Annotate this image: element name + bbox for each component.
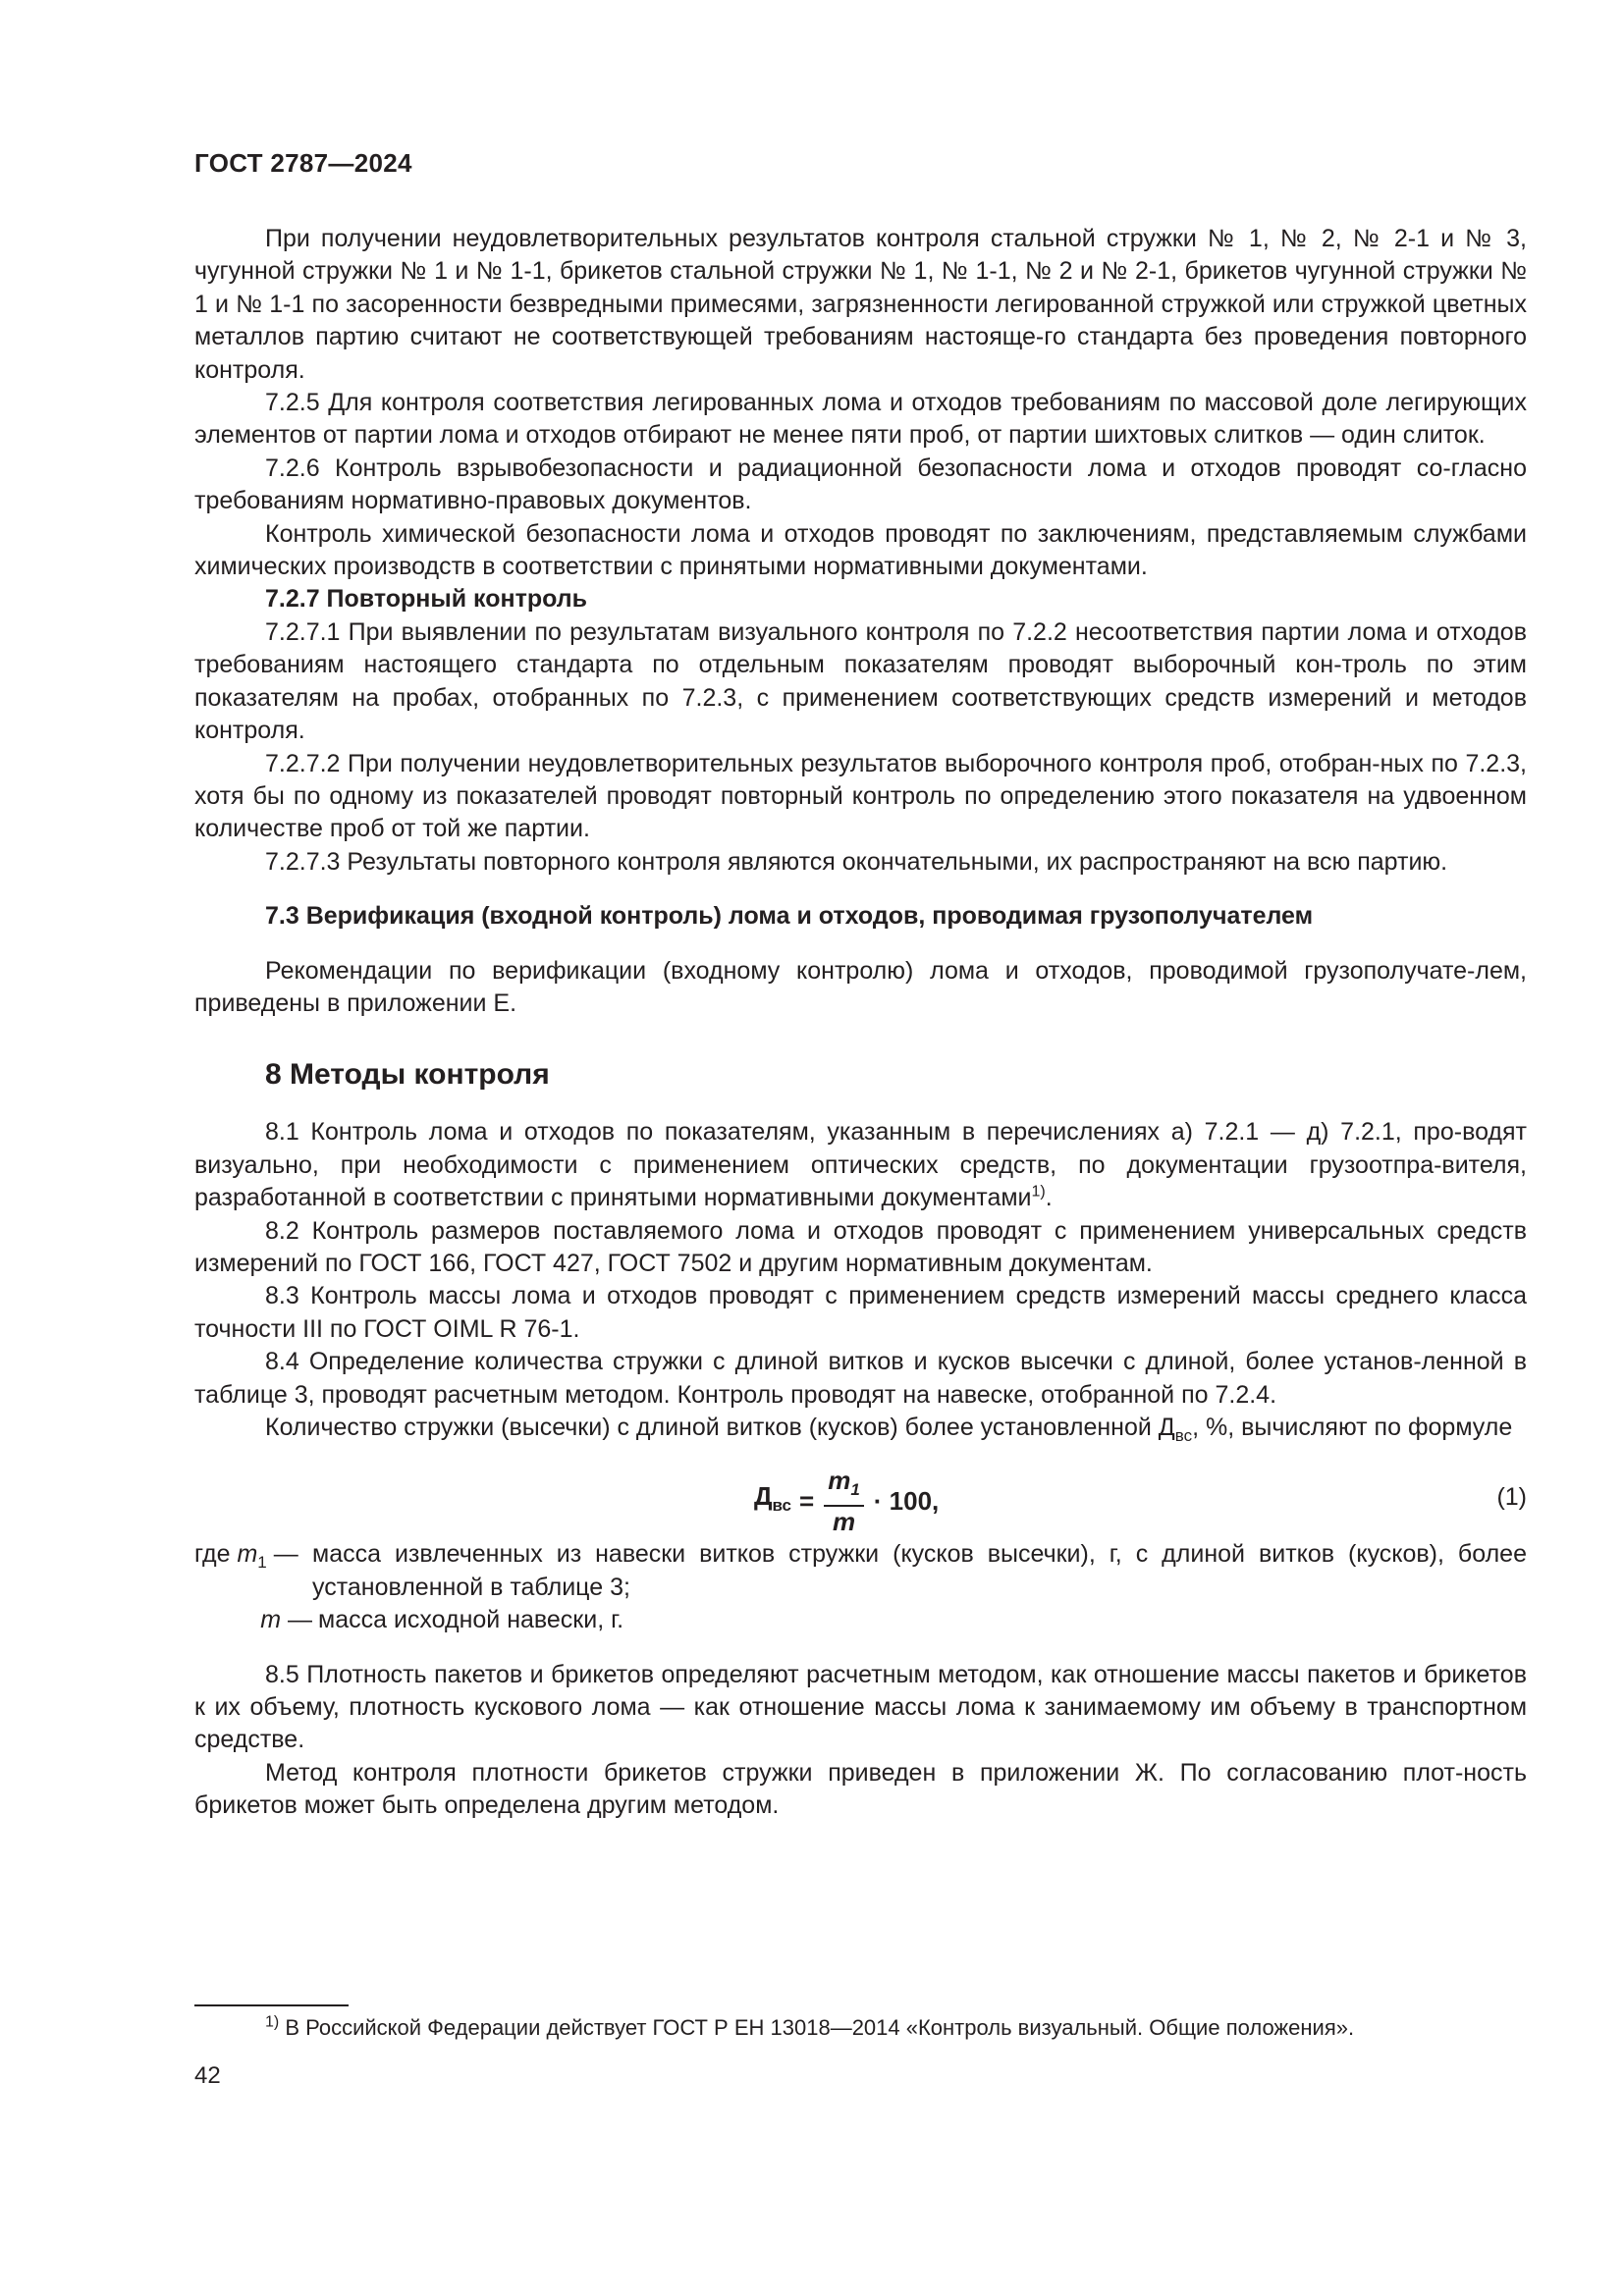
footnote (194, 2015, 1527, 2041)
footnote-mark: 1) (265, 2013, 280, 2031)
fraction-denominator: m (832, 1506, 856, 1536)
paragraph: 8.3 Контроль массы лома и отходов проводят с применением средств измерений массы среднего класса точности III по ГОСТ OIML R 76-1. (194, 1282, 1527, 1343)
subscript: вс (1174, 1426, 1193, 1445)
paragraph: 7.2.7.1 При выявлении по результатам визуального контроля по 7.2.2 несоответствия партии лома и отходов требованиям настоящего стандарта по отдельным показателям проводят выборочный кон-троль по этим показателям на пробах, отобранных по 7.2.3, с применением соответствующих средств измерений и методов контроля. (194, 617, 1527, 745)
paragraph: 8.4 Определение количества стружки с длиной витков и кусков высечки с длиной, более установ-ленной в таблице 3, проводят расчетным методом. Контроль проводят на навеске, отобранной по 7.2.4. (194, 1348, 1527, 1409)
paragraph-end: . (1045, 1184, 1053, 1212)
legend-var-symbol: m (237, 1540, 258, 1569)
paragraph: 8.5 Плотность пакетов и брикетов определяют расчетным методом, как отношение массы пакетов и брикетов к их объему, плотность кускового лома — как отношение массы лома к занимаемому им объему в транспортном средстве. (194, 1660, 1527, 1754)
legend-var-symbol: m (260, 1606, 282, 1634)
paragraph: Рекомендации по верификации (входному контролю) лома и отходов, проводимой грузополучате-лем, приведены в приложении Е. (194, 956, 1527, 1017)
paragraph: 7.2.7.2 При получении неудовлетворительных результатов выборочного контроля проб, отобран-ных по 7.2.3, хотя бы по одному из показателей проводят повторный контроль по определению этого показателя на удвоенном количестве проб от той же партии. (194, 749, 1527, 843)
formula-lhs-symbol: Д (754, 1481, 773, 1512)
document-header: ГОСТ 2787—2024 (194, 148, 412, 178)
legend-dash: — (288, 1606, 312, 1634)
formula-fraction (824, 1468, 864, 1534)
formula-rhs: · 100, (873, 1485, 940, 1516)
formula-lhs-sub: вс (772, 1496, 792, 1516)
fraction-numerator (824, 1468, 864, 1506)
paragraph: 7.2.6 Контроль взрывобезопасности и радиационной безопасности лома и отходов проводят со-гласно требованиям нормативно-правовых документов. (194, 454, 1527, 515)
numerator-sub: 1 (850, 1480, 860, 1500)
paragraph-text: Количество стружки (высечки) с длиной витков (кусков) более установленной Д (265, 1414, 1175, 1441)
paragraph-text-end: , %, вычисляют по формуле (1192, 1414, 1513, 1441)
paragraph: 8.2 Контроль размеров поставляемого лома и отходов проводят с применением универсальных средств измерений по ГОСТ 166, ГОСТ 427, ГОСТ 7502 и другим нормативным документам. (194, 1216, 1527, 1277)
equation-number: (1) (1496, 1483, 1527, 1512)
paragraph (194, 1412, 1527, 1452)
legend-prefix: где (194, 1540, 231, 1569)
numerator-symbol: m (828, 1466, 851, 1496)
page-number: 42 (194, 2062, 221, 2089)
paragraph: Метод контроля плотности брикетов стружки приведен в приложении Ж. По согласованию плот-ность брикетов может быть определена другим методом. (194, 1758, 1527, 1820)
footnote-ref: 1) (1031, 1183, 1046, 1201)
legend-row (194, 1538, 1527, 1604)
formula (754, 1468, 939, 1534)
paragraph: При получении неудовлетворительных результатов контроля стальной стружки № 1, № 2, № 2-1 и № 3, чугунной стружки № 1 и № 1-1, брикетов стальной стружки № 1, № 1-1, № 2 и № 2-1, брикетов чугунной стружки № 1 и № 1-1 по засоренности безвредными примесями, загрязненности легированной стружкой или стружкой цветных металлов партию считают не соответствующей требованиям настояще-го стандарта без проведения повторного контроля. (194, 225, 1527, 384)
legend-description: масса извлеченных из навески витков стружки (кусков высечки), г, с длиной витков (кусков), более установленной в таблице 3; (312, 1540, 1527, 1601)
paragraph: 7.2.5 Для контроля соответствия легированных лома и отходов требованиям по массовой доле легирующих элементов от партии лома и отходов отбирают не менее пяти проб, от партии шихтовых слитков — один слиток. (194, 389, 1527, 450)
section-heading: 7.3 Верификация (входной контроль) лома и отходов, проводимая грузополучателем (265, 902, 1314, 931)
legend-description: масса исходной навески, г. (318, 1606, 624, 1634)
legend-row (194, 1604, 1527, 1636)
footnote-text: В Российской Федерации действует ГОСТ Р ЕН 13018—2014 «Контроль визуальный. Общие положения». (279, 2015, 1355, 2040)
formula-block (194, 1462, 1527, 1536)
formula-legend (194, 1538, 1527, 1636)
legend-var-sub: 1 (257, 1553, 267, 1573)
document-body (194, 223, 1527, 1823)
subsection-heading: 7.2.7 Повторный контроль (265, 585, 588, 614)
chapter-heading: 8 Методы контроля (265, 1058, 550, 1092)
formula-lhs (754, 1480, 791, 1522)
paragraph: Контроль химической безопасности лома и отходов проводят по заключениям, представляемым службами химических производств в соответствии с принятыми нормативными документами. (194, 519, 1527, 581)
footnote-separator (194, 2004, 349, 2006)
legend-variable (194, 1538, 312, 1604)
paragraph: 7.2.7.3 Результаты повторного контроля являются окончательными, их распространяют на всю партию. (265, 847, 1448, 876)
formula-equals: = (799, 1485, 815, 1516)
legend-variable (194, 1604, 318, 1636)
legend-dash: — (273, 1540, 298, 1569)
paragraph-text: 8.1 Контроль лома и отходов по показателям, указанным в перечислениях а) 7.2.1 — д) 7.2.1, про-водят визуально, при необходимости с применением оптических средств, по документации грузоотпра-вителя, разработанной в соответствии с принятыми нормативными документами (194, 1118, 1527, 1212)
paragraph (194, 1116, 1527, 1214)
